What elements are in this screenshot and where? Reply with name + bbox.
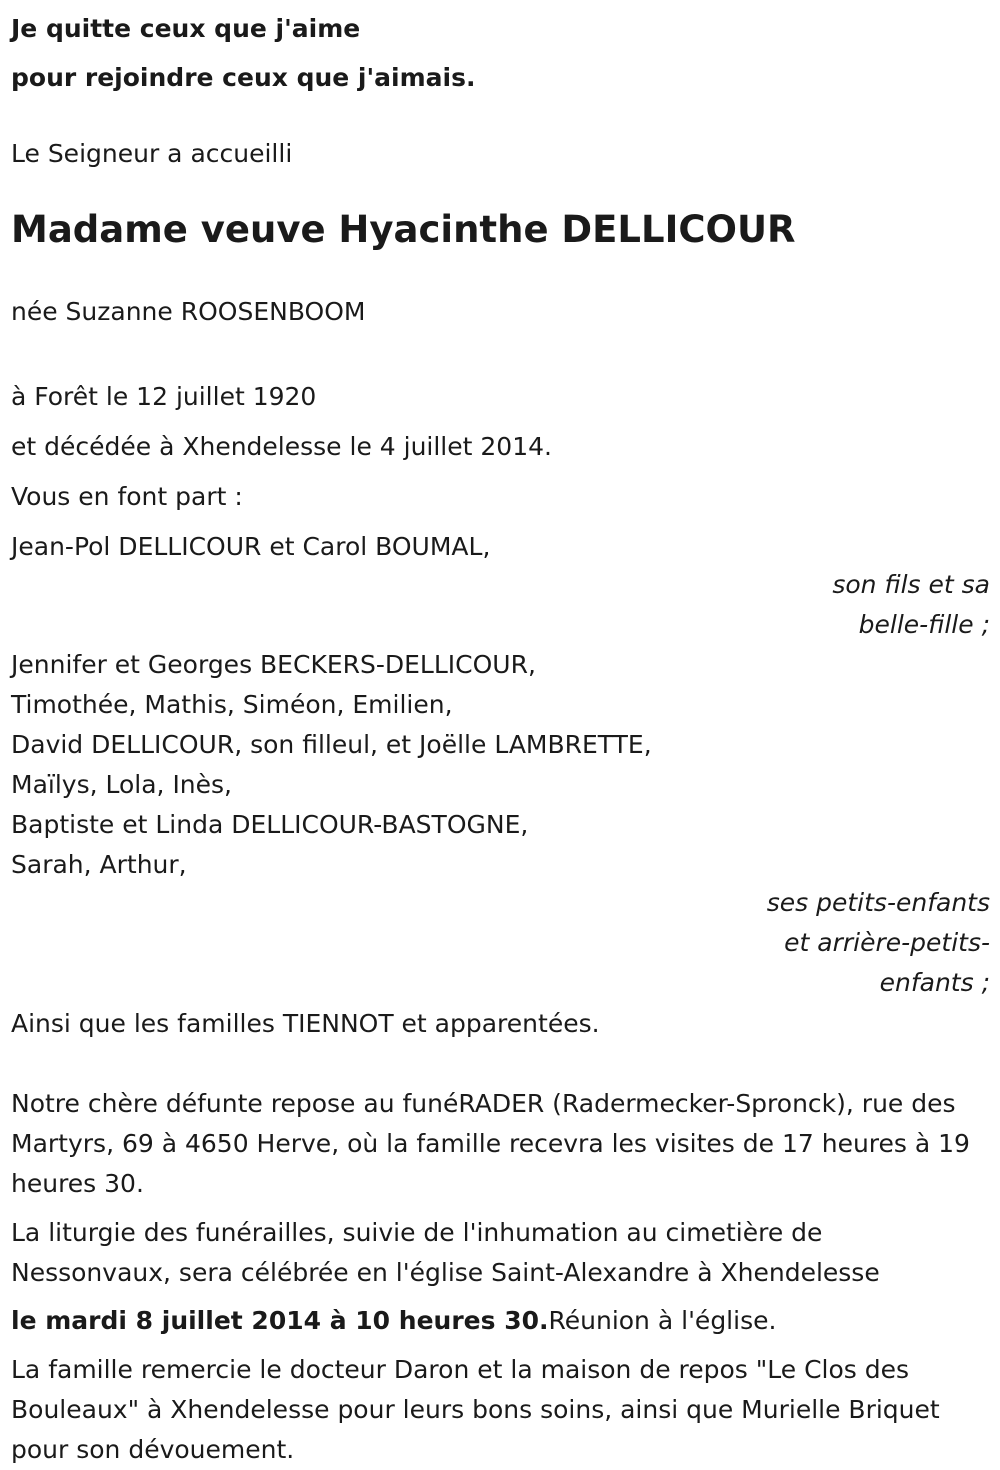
epigraph-line-1: Je quitte ceux que j'aime	[11, 14, 361, 43]
grandchildren-relation-line: enfants ;	[879, 968, 990, 997]
deceased-name: Madame veuve Hyacinthe DELLICOUR	[11, 208, 796, 251]
grandchildren-relation-line: et arrière-petits-	[784, 928, 990, 957]
list-item: Sarah, Arthur,	[11, 850, 187, 879]
list-item: Timothée, Mathis, Siméon, Emilien,	[11, 690, 453, 719]
list-item: Jennifer et Georges BECKERS-DELLICOUR,	[11, 650, 536, 679]
intro-text: Le Seigneur a accueilli	[11, 139, 293, 168]
death-line: et décédée à Xhendelesse le 4 juillet 2014.	[11, 432, 552, 461]
thanks-paragraph: La famille remercie le docteur Daron et la maison de repos "Le Clos des Bouleaux" à Xhendelesse pour leurs bons soins, ainsi que Murielle Briquet pour son dévouement.	[11, 1355, 940, 1464]
announce-line: Vous en font part :	[11, 482, 243, 511]
repose-paragraph: Notre chère défunte repose au funéRADER (Radermecker-Spronck), rue des Martyrs, 69 à 4650 Herve, où la famille recevra les visites de 17 heures à 19 heures 30.	[11, 1089, 970, 1198]
son-relation-line: son fils et sa	[832, 570, 990, 599]
list-item: David DELLICOUR, son filleul, et Joëlle LAMBRETTE,	[11, 730, 652, 759]
son-line: Jean-Pol DELLICOUR et Carol BOUMAL,	[11, 532, 491, 561]
list-item: Maïlys, Lola, Inès,	[11, 770, 233, 799]
son-relation	[11, 565, 990, 645]
birth-line: à Forêt le 12 juillet 1920	[11, 382, 317, 411]
grandchildren-relation	[11, 883, 990, 1003]
grandchildren-list	[11, 645, 990, 885]
funeral-date-line	[11, 1301, 990, 1341]
son-relation-line: belle-fille ;	[858, 610, 990, 639]
list-item: Baptiste et Linda DELLICOUR-BASTOGNE,	[11, 810, 529, 839]
grandchildren-relation-line: ses petits-enfants	[766, 888, 990, 917]
epigraph-line-2: pour rejoindre ceux que j'aimais.	[11, 63, 476, 92]
meeting-note: Réunion à l'église.	[548, 1306, 777, 1335]
funeral-date: le mardi 8 juillet 2014 à 10 heures 30.	[11, 1306, 549, 1335]
liturgy-paragraph: La liturgie des funérailles, suivie de l'inhumation au cimetière de Nessonvaux, sera célébrée en l'église Saint-Alexandre à Xhendelesse	[11, 1218, 880, 1287]
maiden-name: née Suzanne ROOSENBOOM	[11, 297, 366, 326]
families-line: Ainsi que les familles TIENNOT et apparentées.	[11, 1009, 600, 1038]
